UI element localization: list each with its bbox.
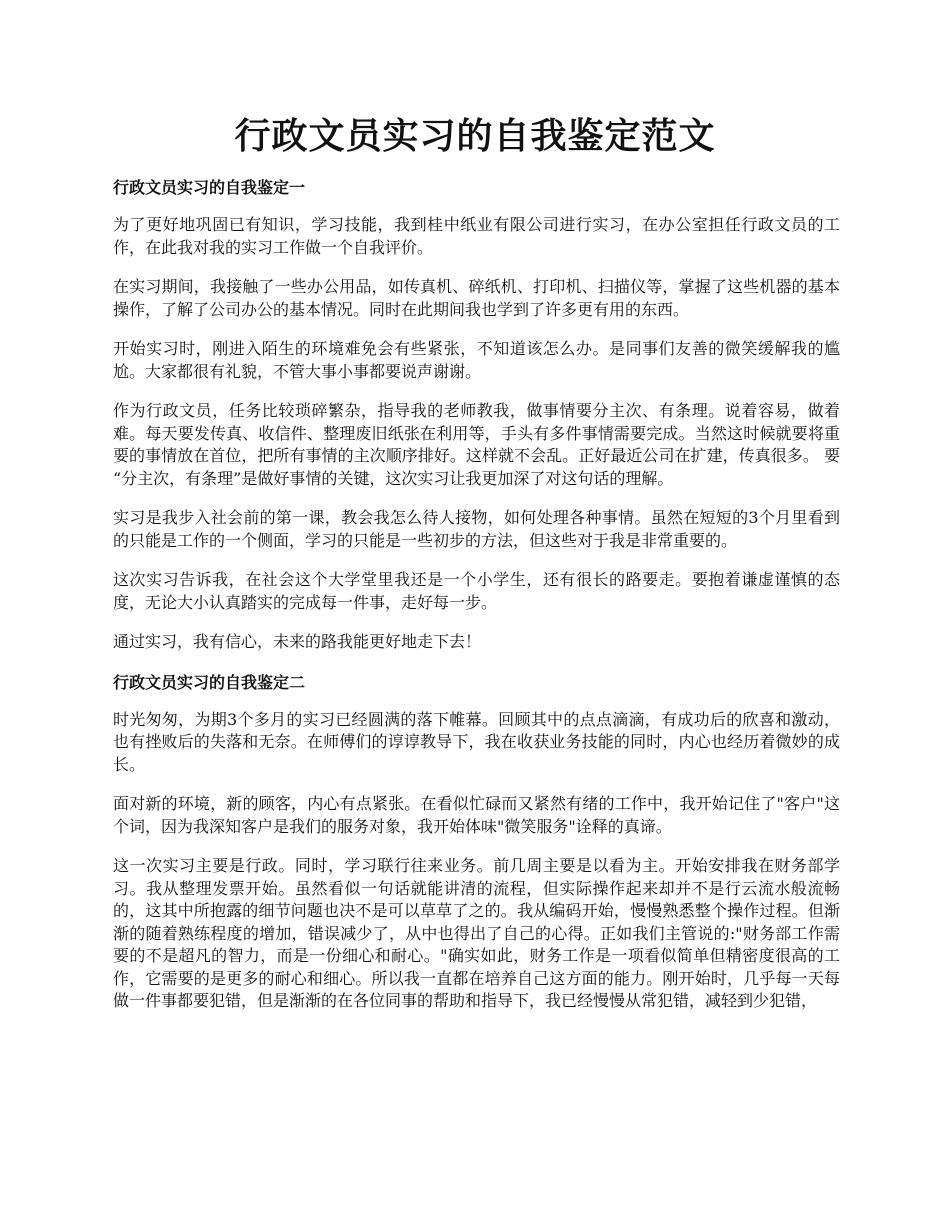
paragraph: 面对新的环境，新的顾客，内心有点紧张。在看似忙碌而又紧然有绪的工作中，我开始记住了"客户"这个词，因为我深知客户是我们的服务对象，我开始体味"微笑服务"诠释的真谛。 — [113, 794, 840, 836]
document-title: 行政文员实习的自我鉴定范文 — [234, 115, 716, 157]
paragraph: 通过实习，我有信心，未来的路我能更好地走下去！ — [113, 632, 482, 651]
paragraph: 开始实习时，刚进入陌生的环境难免会有些紧张，不知道该怎么办。是同事们友善的微笑缓解我的尴尬。大家都很有礼貌，不管大事小事都要说声谢谢。 — [113, 339, 840, 381]
paragraph: 这次实习告诉我，在社会这个大学堂里我还是一个小学生，还有很长的路要走。要抱着谦虚谨慎的态度，无论大小认真踏实的完成每一件事，走好每一步。 — [113, 570, 840, 612]
paragraph: 在实习期间，我接触了一些办公用品，如传真机、碎纸机、打印机、扫描仪等，掌握了这些机器的基本操作，了解了公司办公的基本情况。同时在此期间我也学到了许多更有用的东西。 — [113, 277, 840, 319]
section-heading-1: 行政文员实习的自我鉴定一 — [113, 178, 306, 197]
paragraph: 为了更好地巩固已有知识，学习技能，我到桂中纸业有限公司进行实习，在办公室担任行政文员的工作，在此我对我的实习工作做一个自我评价。 — [113, 215, 840, 257]
paragraph: 实习是我步入社会前的第一课，教会我怎么待人接物，如何处理各种事情。虽然在短短的3个月里看到的只能是工作的一个侧面，学习的只能是一些初步的方法，但这些对于我是非常重要的。 — [113, 508, 840, 550]
paragraph: 时光匆匆，为期3个多月的实习已经圆满的落下帷幕。回顾其中的点点滴滴，有成功后的欣喜和激动，也有挫败后的失落和无奈。在师傅们的谆谆教导下，我在收获业务技能的同时，内心也经历着微妙的成长。 — [113, 709, 840, 774]
document-body — [113, 176, 840, 1030]
paragraph: 作为行政文员，任务比较琐碎繁杂，指导我的老师教我，做事情要分主次、有条理。说着容易，做着难。每天要发传真、收信件、整理废旧纸张在利用等，手头有多件事情需要完成。当然这时候就要将重要的事情放在首位，把所有事情的主次顺序排好。这样就不会乱。正好最近公司在扩建，传真很多。 要 “分主次，有条理”是做好事情的关键，这次实习让我更加深了对这句话的理解。 — [113, 401, 840, 488]
section-heading-2: 行政文员实习的自我鉴定二 — [113, 672, 306, 692]
paragraph: 这一次实习主要是行政。同时，学习联行往来业务。前几周主要是以看为主。开始安排我在财务部学习。我从整理发票开始。虽然看似一句话就能讲清的流程，但实际操作起来却并不是行云流水般流畅的，这其中所抱露的细节问题也决不是可以草草了之的。我从编码开始，慢慢熟悉整个操作过程。但渐渐的随着熟练程度的增加，错误减少了，从中也得出了自己的心得。正如我们主管说的:"财务部工作需要的不是超凡的智力，而是一份细心和耐心。"确实如此，财务工作是一项看似简单但精密度很高的工作，它需要的是更多的耐心和细心。所以我一直都在培养自己这方面的能力。刚开始时，几乎每一天每做一件事都要犯错，但是渐渐的在各位同事的帮助和指导下，我已经慢慢从常犯错，减轻到少犯错， — [113, 856, 840, 1010]
